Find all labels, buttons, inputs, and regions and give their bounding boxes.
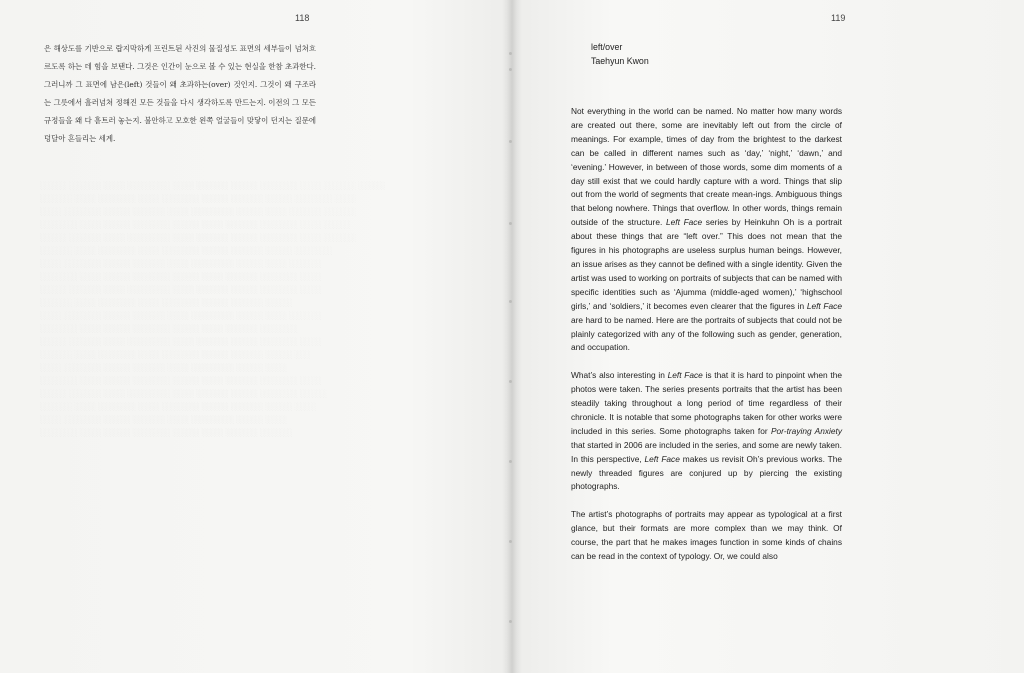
paragraph-2 (571, 369, 842, 494)
italic-title: Por-traying Anxiety (770, 425, 842, 436)
page-number-right: 119 (831, 13, 846, 23)
page-number-left: 118 (295, 13, 310, 23)
text-run: is that it is hard to pinpoint when the photos were taken. The series presents portraits that the artist has been steadily taking throughout a long period of time regardless of their chronicle. It is notable that some photographs taken for other works were included in this series. Some photographs taken for (571, 370, 842, 436)
italic-title: Left Face (667, 370, 703, 381)
text-run: What’s also interesting in (571, 370, 668, 381)
article-header (591, 40, 649, 68)
text-run: Not everything in the world can be named. No matter how many words are created out there, some are inevitably left out from the circle of meanings. For example, times of day from the brightest to the darkest can be called in different names such as ‘day,’ ‘night,’ ‘dawn,’ and ‘evening.’ However, in between of those words, some dim moments of a day still exist that we could hardly capture with a word. Things that slip out from the world of segments that create mean-ings. Ambiguous things that belong nowhere. Things that overflow. In other words, things remain outside of the structure. (571, 106, 842, 228)
italic-title: Left Face (806, 300, 842, 311)
text-run: makes us revisit Oh’s previous works. The newly threaded figures are conjured up by piercing the existing photographs. (571, 453, 842, 492)
article-title: left/over (591, 42, 623, 52)
italic-title: Left Face (665, 217, 703, 228)
text-run: series by Heinkuhn Oh is a portrait about these things that are “left over.” This does not mean that the figures in his photographs are useless surplus human beings. However, an issue arises as they cannot be defined with a single identity. Given the artist was used to working on portraits of subjects that can be named with specific identities such as ‘Ajumma (middle-aged women),’ ‘highschool girls,’ and ‘soldiers,’ it becomes even clearer that the figures in (571, 217, 842, 311)
korean-paragraph: 은 해상도를 기반으로 랍지막하게 프린트된 사진의 물질성도 표면의 세부들이 넘쳐흐르도록 하는 데 힘을 보탠다. 그것은 인간이 눈으로 볼 수 있는 현실을 한참 초과한다. 그러니까 그 표면에 남은(left) 것들이 왜 초과하는(over) 것인지. 그것이 왜 구조라는 그릇에서 흘러넘쳐 정해진 모든 것들을 다시 생각하도록 만드는지. 이전의 그 모든 규정들을 왜 다 흩트러 놓는지. 불안하고 모호한 왼쪽 얼굴들이 맞닿이 던지는 질문에 덩달아 흔들리는 세계. (44, 44, 316, 143)
italic-title: Left Face (644, 453, 680, 464)
paragraph-3: The artist’s photographs of portraits may appear as typological at a first glance, but their formats are more complex than we may think. Of course, the part that he makes images function in some kinds of chains can be read in the context of typology. Or, we could also (571, 509, 842, 561)
text-run: are hard to be named. Here are the portraits of subjects that could not be plainly categorized with any of the following such as gender, generation, and occupation. (571, 314, 842, 353)
article-author: Taehyun Kwon (591, 56, 649, 66)
text-run: that started in 2006 are included in the series, and some are newly taken. In this perspective, (571, 439, 842, 464)
right-page (512, 0, 1024, 673)
paragraph-1 (571, 105, 842, 355)
article-body (571, 105, 842, 578)
